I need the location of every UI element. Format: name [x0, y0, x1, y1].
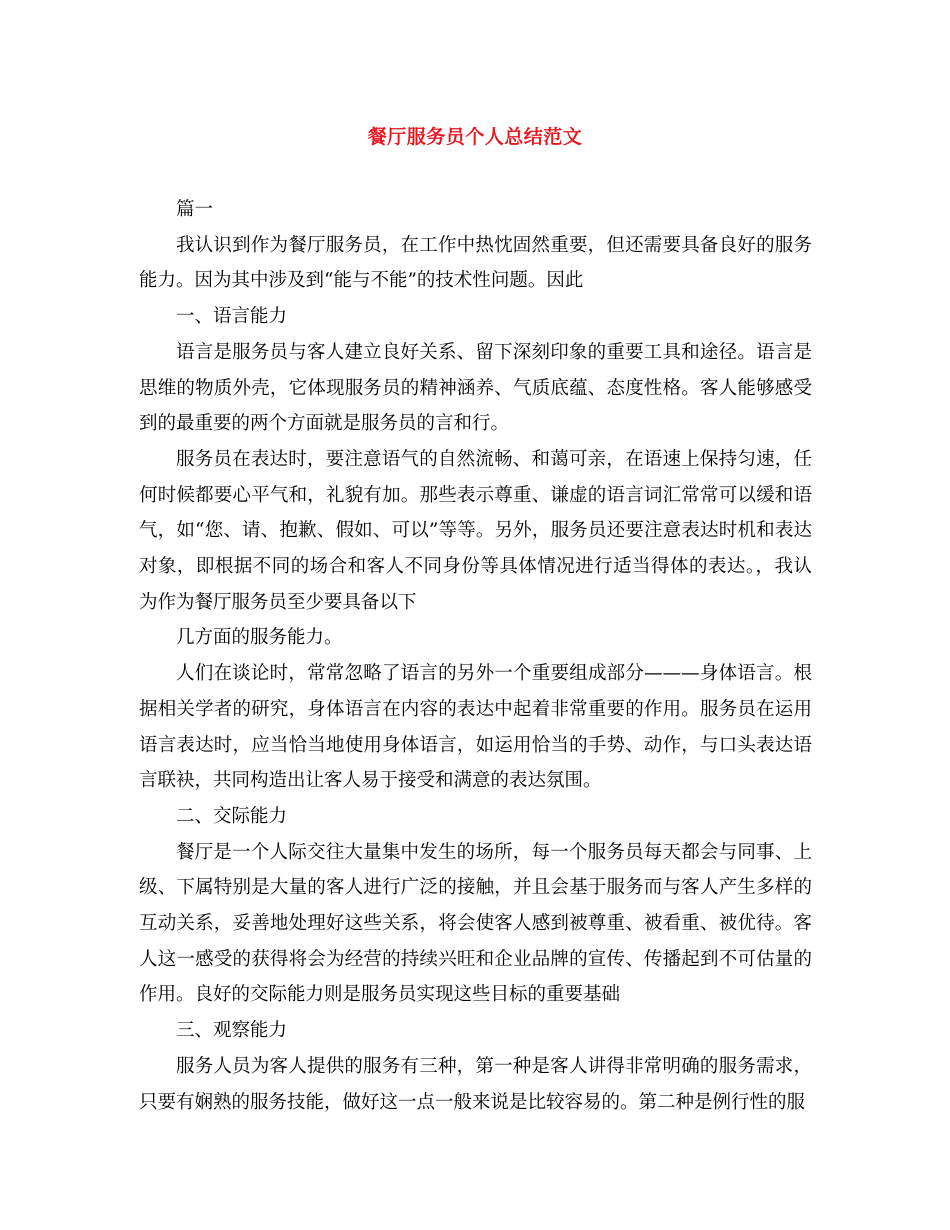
document-title: 餐厅服务员个人总结范文 [367, 126, 583, 148]
section-label-pian-yi: 篇一 [176, 199, 214, 220]
paragraph-language-3: 几方面的服务能力。 [176, 627, 343, 649]
document-body [139, 192, 812, 1120]
heading-language-ability: 一、语言能力 [176, 306, 288, 328]
paragraph-observation: 服务人员为客人提供的服务有三种，第一种是客人讲得非常明确的服务需求，只要有娴熟的服务技能，做好这一点一般来说是比较容易的。第二种是例行性的服 [139, 1055, 812, 1113]
paragraph-language-2: 服务员在表达时，要注意语气的自然流畅、和蔼可亲，在语速上保持匀速，任何时候都要心平气和，礼貌有加。那些表示尊重、谦虚的语言词汇常常可以缓和语气，如“您、请、抱歉、假如、可以”等等。另外，服务员还要注意表达时机和表达对象，即根据不同的场合和客人不同身份等具体情况进行适当得体的表达。，我认为作为餐厅服务员至少要具备以下 [139, 448, 812, 613]
heading-social-ability: 二、交际能力 [176, 805, 288, 827]
paragraph-social: 餐厅是一个人际交往大量集中发生的场所，每一个服务员每天都会与同事、上级、下属特别是大量的客人进行广泛的接触，并且会基于服务而与客人产生多样的互动关系，妥善地处理好这些关系，将会使客人感到被尊重、被看重、被优待。客人这一感受的获得将会为经营的持续兴旺和企业品牌的宣传、传播起到不可估量的作用。良好的交际能力则是服务员实现这些目标的重要基础 [139, 841, 812, 1006]
paragraph-intro: 我认识到作为餐厅服务员，在工作中热忱固然重要，但还需要具备良好的服务能力。因为其中涉及到“能与不能”的技术性问题。因此 [139, 234, 812, 292]
paragraph-language-1: 语言是服务员与客人建立良好关系、留下深刻印象的重要工具和途径。语言是思维的物质外壳，它体现服务员的精神涵养、气质底蕴、态度性格。客人能够感受到的最重要的两个方面就是服务员的言和行。 [139, 341, 812, 435]
heading-observation-ability: 三、观察能力 [176, 1020, 288, 1042]
paragraph-body-language: 人们在谈论时，常常忽略了语言的另外一个重要组成部分———身体语言。根据相关学者的研究，身体语言在内容的表达中起着非常重要的作用。服务员在运用语言表达时，应当恰当地使用身体语言，如运用恰当的手势、动作，与口头表达语言联袂，共同构造出让客人易于接受和满意的表达氛围。 [139, 663, 812, 792]
